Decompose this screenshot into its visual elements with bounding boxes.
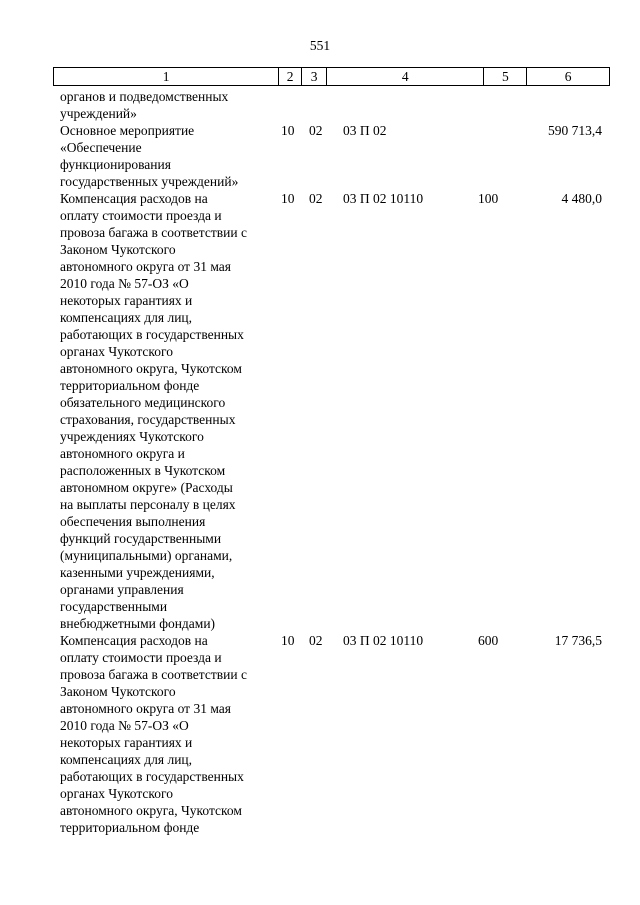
- cell-subsection: 02: [309, 633, 323, 648]
- description-line: «Обеспечение: [60, 140, 142, 155]
- cell-section: 10: [281, 191, 295, 206]
- header-col-1: 1: [54, 68, 279, 85]
- description-line: оплату стоимости проезда и: [60, 650, 222, 665]
- description-line: автономного округа и: [60, 446, 185, 461]
- description-line: органах Чукотского: [60, 344, 173, 359]
- description-line: Законом Чукотского: [60, 242, 176, 257]
- description-line: (муниципальными) органами,: [60, 548, 233, 563]
- description-line: автономного округа от 31 мая: [60, 701, 231, 716]
- description-line: Законом Чукотского: [60, 684, 176, 699]
- row-description: [60, 632, 275, 836]
- table-header: [53, 67, 610, 86]
- header-col-4: 4: [327, 68, 484, 85]
- description-line: компенсациях для лиц,: [60, 752, 193, 767]
- description-line: автономного округа, Чукотском: [60, 361, 242, 376]
- header-col-3: 3: [302, 68, 327, 85]
- cell-target-article: 03 П 02 10110: [343, 633, 424, 648]
- row-description: [60, 122, 275, 190]
- cell-subsection: 02: [309, 191, 323, 206]
- description-line: Компенсация расходов на: [60, 191, 208, 206]
- description-line: учреждений»: [60, 106, 137, 121]
- cell-section: 10: [281, 633, 295, 648]
- cell-expense-type: 600: [478, 633, 499, 648]
- description-line: автономного округа от 31 мая: [60, 259, 231, 274]
- description-line: некоторых гарантиях и: [60, 293, 193, 308]
- description-line: внебюджетными фондами): [60, 616, 216, 631]
- description-line: некоторых гарантиях и: [60, 735, 193, 750]
- description-line: Компенсация расходов на: [60, 633, 208, 648]
- header-col-6: 6: [564, 69, 572, 84]
- table-row: [0, 122, 640, 190]
- description-line: Основное мероприятие: [60, 123, 195, 138]
- description-line: автономном округе» (Расходы: [60, 480, 233, 495]
- table-body: [0, 88, 640, 836]
- description-line: на выплаты персоналу в целях: [60, 497, 236, 512]
- description-line: органах Чукотского: [60, 786, 173, 801]
- description-line: обеспечения выполнения: [60, 514, 206, 529]
- description-line: автономного округа, Чукотском: [60, 803, 242, 818]
- cell-target-article: 03 П 02 10110: [343, 191, 424, 206]
- description-line: работающих в государственных: [60, 769, 244, 784]
- cell-amount: 4 480,0: [561, 191, 602, 206]
- cell-amount: 17 736,5: [554, 633, 602, 648]
- description-line: государственных учреждений»: [60, 174, 239, 189]
- cell-expense-type: 100: [478, 191, 499, 206]
- description-line: функционирования: [60, 157, 171, 172]
- page-number: 551: [309, 38, 331, 53]
- cell-target-article: 03 П 02: [343, 123, 387, 138]
- table-row: [0, 190, 640, 632]
- description-line: государственными: [60, 599, 168, 614]
- row-description: [60, 190, 275, 632]
- cell-subsection: 02: [309, 123, 323, 138]
- row-description: [60, 88, 275, 122]
- description-line: расположенных в Чукотском: [60, 463, 226, 478]
- description-line: оплату стоимости проезда и: [60, 208, 222, 223]
- description-line: страхования, государственных: [60, 412, 236, 427]
- description-line: территориальном фонде: [60, 378, 200, 393]
- cell-section: 10: [281, 123, 295, 138]
- description-line: учреждениях Чукотского: [60, 429, 204, 444]
- description-line: органов и подведомственных: [60, 89, 229, 104]
- table-row: [0, 632, 640, 836]
- cell-amount: 590 713,4: [548, 123, 602, 138]
- description-line: территориальном фонде: [60, 820, 200, 835]
- header-col-5: 5: [484, 68, 527, 85]
- description-line: функций государственными: [60, 531, 222, 546]
- description-line: компенсациях для лиц,: [60, 310, 193, 325]
- description-line: 2010 года № 57-ОЗ «О: [60, 276, 189, 291]
- header-col-2: 2: [279, 68, 302, 85]
- description-line: органами управления: [60, 582, 184, 597]
- description-line: казенными учреждениями,: [60, 565, 215, 580]
- description-line: провоза багажа в соответствии с: [60, 225, 247, 240]
- description-line: провоза багажа в соответствии с: [60, 667, 247, 682]
- description-line: обязательного медицинского: [60, 395, 226, 410]
- table-row: [0, 88, 640, 122]
- description-line: работающих в государственных: [60, 327, 244, 342]
- description-line: 2010 года № 57-ОЗ «О: [60, 718, 189, 733]
